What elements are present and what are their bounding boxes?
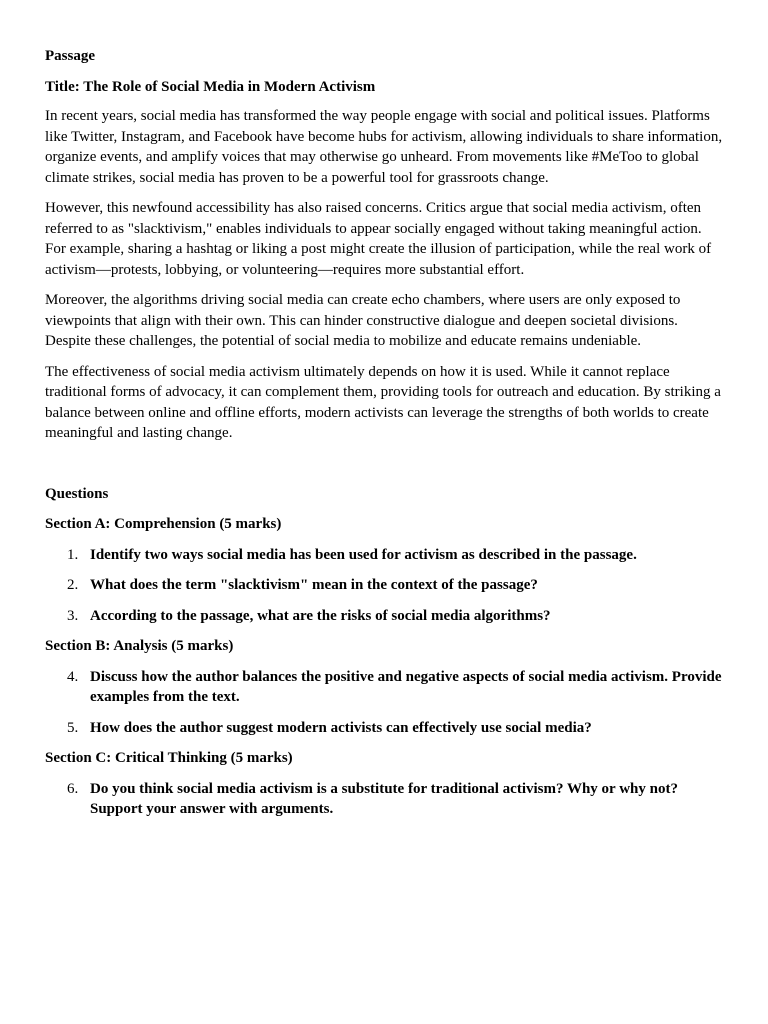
question-item xyxy=(45,545,725,566)
question-item xyxy=(45,606,725,627)
question-text: What does the term "slacktivism" mean in the context of the passage? xyxy=(90,577,538,593)
question-number: 3. xyxy=(67,607,79,624)
passage-paragraph: The effectiveness of social media activism ultimately depends on how it is used. While it cannot replace traditional forms of advocacy, it can complement them, providing tools for outreach and education. By striking a balance between online and offline efforts, modern activists can leverage the strengths of both worlds to create meaningful and lasting change. xyxy=(45,363,721,441)
question-text: According to the passage, what are the risks of social media algorithms? xyxy=(90,607,551,624)
question-number: 5. xyxy=(67,719,79,736)
passage-heading: Passage xyxy=(45,48,95,64)
question-item xyxy=(45,575,725,596)
question-text: Identify two ways social media has been used for activism as described in the passage. xyxy=(90,546,637,563)
question-number: 4. xyxy=(67,668,79,685)
passage-paragraph: In recent years, social media has transformed the way people engage with social and political issues. Platforms like Twitter, Instagram, and Facebook have become hubs for activism, allowing individuals to share information, organize events, and amplify voices that may otherwise go unheard. From movements like #MeToo to global climate strikes, social media has proven to be a powerful tool for grassroots change. xyxy=(45,108,723,186)
section-c-list xyxy=(45,779,725,820)
section-a-list xyxy=(45,545,725,627)
question-number: 1. xyxy=(67,546,79,563)
section-b-list xyxy=(45,667,725,739)
question-text: Do you think social media activism is a substitute for traditional activism? Why or why not? Support your answer with arguments. xyxy=(90,780,678,817)
question-number: 2. xyxy=(67,577,79,593)
question-number: 6. xyxy=(67,780,79,797)
question-item xyxy=(45,667,725,708)
section-a-title: Section A: Comprehension (5 marks) xyxy=(45,516,282,532)
question-text: Discuss how the author balances the positive and negative aspects of social media activism. Provide examples from the text. xyxy=(90,668,722,705)
question-item xyxy=(45,779,725,820)
passage-paragraph: However, this newfound accessibility has also raised concerns. Critics argue that social media activism, often referred to as "slacktivism," enables individuals to appear socially engaged without taking meaningful action. For example, sharing a hashtag or liking a post might create the illusion of participation, while the real work of activism—protests, lobbying, or volunteering—requires more substantial effort. xyxy=(45,200,712,278)
passage-title: Title: The Role of Social Media in Modern Activism xyxy=(45,78,376,95)
passage-paragraph: Moreover, the algorithms driving social media can create echo chambers, where users are only exposed to viewpoints that align with their own. This can hinder constructive dialogue and deepen societal divisions. Despite these challenges, the potential of social media to mobilize and educate remains undeniable. xyxy=(45,292,681,349)
questions-heading: Questions xyxy=(45,485,109,502)
section-c-title: Section C: Critical Thinking (5 marks) xyxy=(45,750,293,766)
document-page xyxy=(45,46,725,830)
question-item xyxy=(45,718,725,739)
section-b-title: Section B: Analysis (5 marks) xyxy=(45,638,234,654)
questions-block xyxy=(45,484,725,820)
question-text: How does the author suggest modern activists can effectively use social media? xyxy=(90,719,592,736)
